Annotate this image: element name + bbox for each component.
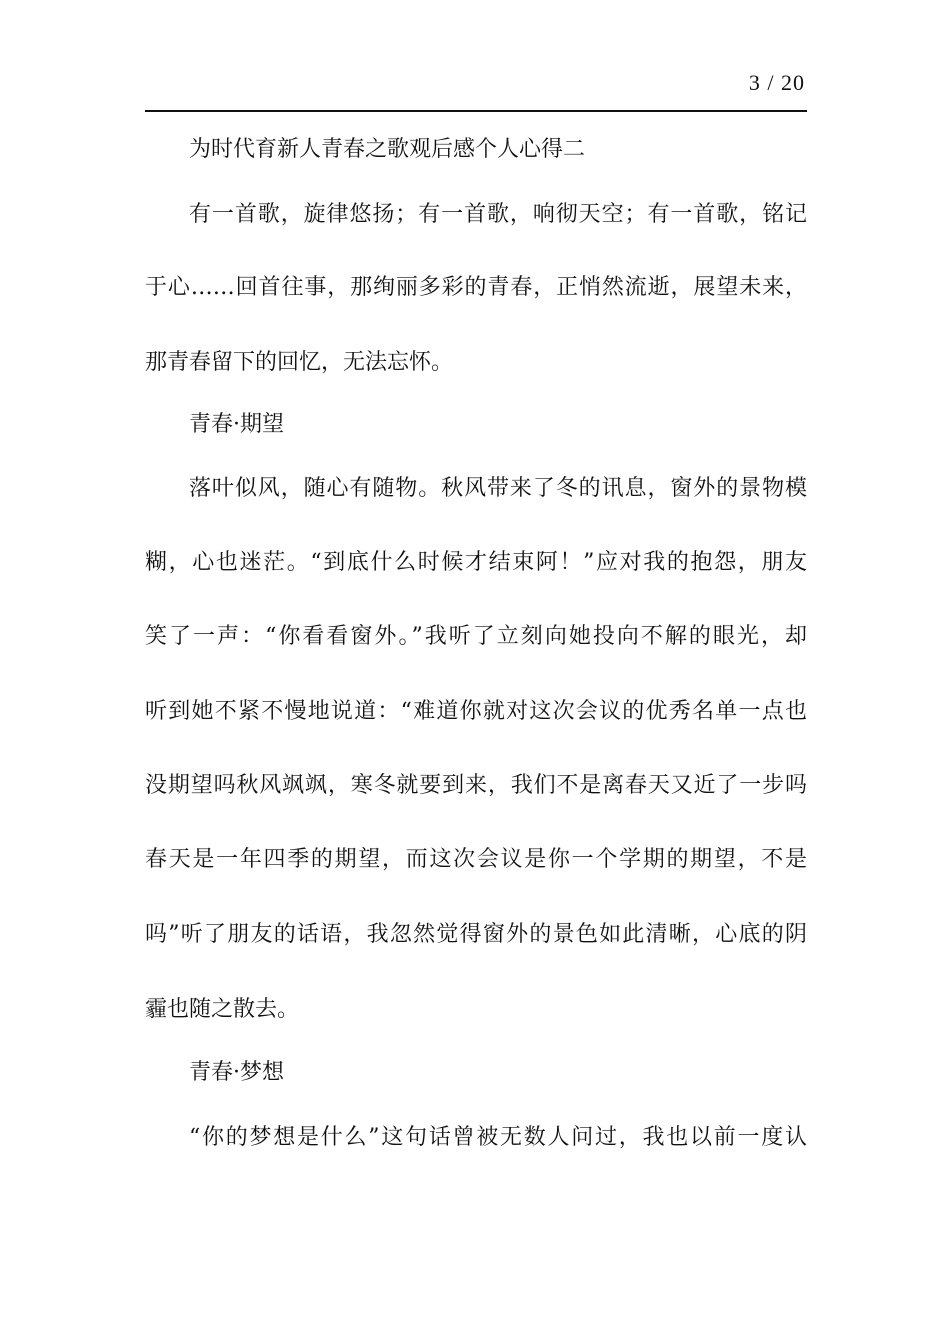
paragraph-line: 听到她不紧不慢地说道：“难道你就对这次会议的优秀名单一点也 (145, 699, 807, 724)
paragraph-line: 霾也随之散去。 (145, 997, 300, 1022)
section-heading: 青春·期望 (189, 412, 284, 437)
paragraph-line: “你的梦想是什么”这句话曾被无数人问过，我也以前一度认 (189, 1125, 807, 1150)
section-heading: 青春·梦想 (189, 1060, 284, 1085)
paragraph-line: 有一首歌，旋律悠扬；有一首歌，响彻天空；有一首歌，铭记 (189, 202, 807, 227)
paragraph-line: 吗”听了朋友的话语，我忽然觉得窗外的景色如此清晰，心底的阴 (145, 922, 807, 947)
paragraph-line: 笑了一声：“你看看窗外。”我听了立刻向她投向不解的眼光，却 (145, 624, 807, 649)
paragraph-line: 春天是一年四季的期望，而这次会议是你一个学期的期望，不是 (145, 847, 807, 872)
essay-title: 为时代育新人青春之歌观后感个人心得二 (189, 137, 586, 162)
header-rule (145, 110, 807, 112)
page-number: 3 / 20 (748, 70, 805, 95)
paragraph-line: 落叶似风，随心有随物。秋风带来了冬的讯息，窗外的景物模 (189, 476, 807, 501)
paragraph-line: 糊，心也迷茫。“到底什么时候才结束阿！”应对我的抱怨，朋友 (145, 550, 807, 575)
paragraph-line: 于心……回首往事，那绚丽多彩的青春，正悄然流逝，展望未来， (145, 275, 807, 300)
paragraph-line: 没期望吗秋风飒飒，寒冬就要到来，我们不是离春天又近了一步吗 (145, 773, 807, 798)
paragraph-line: 那青春留下的回忆，无法忘怀。 (145, 350, 454, 375)
